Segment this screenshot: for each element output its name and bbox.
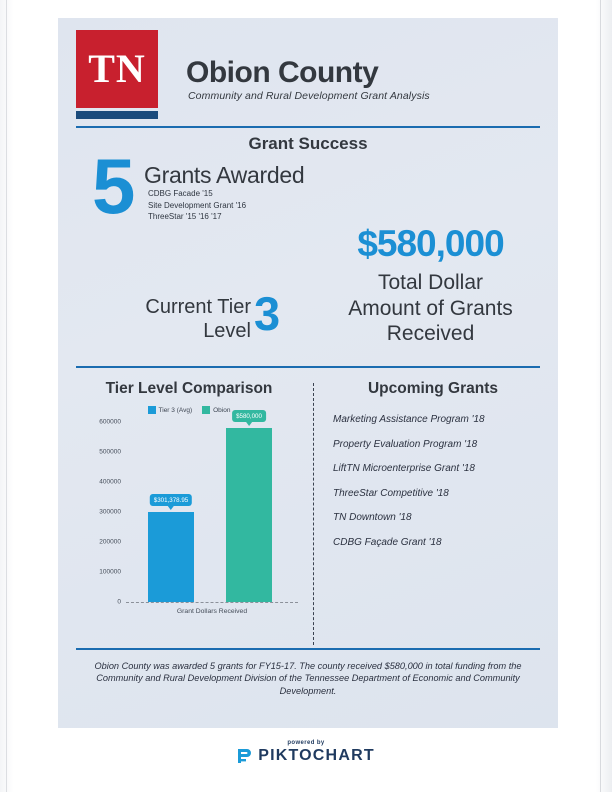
chart-x-axis-label: Grant Dollars Received [176, 608, 248, 615]
awarded-grant-item: Site Development Grant '16 [148, 200, 247, 210]
y-axis-tick: 400000 [99, 478, 121, 486]
total-dollar-amount: $580,000 [357, 223, 504, 264]
tier-label-line-1: Current Tier [145, 296, 251, 318]
bar-value-tooltip-tier3 [150, 494, 192, 506]
piktochart-wordmark: PIKTOCHART [258, 747, 375, 764]
bar-value-label: $301,378.95 [153, 496, 189, 504]
page-edge-right [600, 0, 601, 792]
tier-level-label [86, 296, 251, 343]
bar-tier3-average[interactable] [148, 512, 194, 602]
upcoming-grants-list [333, 414, 545, 561]
tennessee-logo [76, 30, 158, 108]
chart-title: Tier Level Comparison [105, 380, 273, 397]
list-item: Marketing Assistance Program '18 [333, 414, 485, 425]
grants-awarded-count: 5 [92, 142, 133, 230]
tier-label-line-2: Level [203, 319, 251, 342]
awarded-grant-item: CDBG Facade '15 [148, 189, 213, 198]
section-divider-vertical [313, 383, 314, 645]
page-title: Obion County [186, 56, 379, 89]
list-item: LiftTN Microenterprise Grant '18 [333, 463, 475, 474]
chart-baseline [126, 602, 298, 603]
divider-bottom [76, 648, 540, 650]
legend-swatch-icon [202, 406, 210, 414]
y-axis-tick: 0 [117, 598, 121, 606]
y-axis-tick: 300000 [99, 508, 121, 516]
legend-label: Obion [213, 406, 231, 414]
bar-chart [74, 412, 306, 634]
page-edge-left [6, 0, 7, 792]
list-item: CDBG Façade Grant '18 [333, 536, 442, 548]
page-subtitle: Community and Rural Development Grant Analysis [188, 90, 430, 102]
piktochart-branding [0, 740, 612, 765]
total-caption-line-2: Amount of Grants [348, 296, 513, 320]
total-caption-line-1: Total Dollar [377, 271, 484, 294]
footnote-text: Obion County was awarded 5 grants for FY15-17. The county received $580,000 in total funding from the Community and Rural Development Division of the Tennessee Department of Economic and Community Development. [94, 661, 522, 696]
chart-y-axis [74, 418, 124, 606]
legend-item-obion [202, 406, 230, 414]
bar-obion[interactable] [226, 428, 272, 602]
legend-label: Tier 3 (Avg) [158, 406, 193, 414]
awarded-grants-list [148, 188, 246, 223]
divider-top [76, 126, 540, 128]
infographic-panel [58, 18, 558, 728]
y-axis-tick: 200000 [99, 538, 121, 546]
logo-accent-bar [76, 111, 158, 119]
piktochart-logo-row [237, 747, 375, 765]
grants-awarded-label: Grants Awarded [144, 162, 305, 188]
divider-middle [76, 366, 540, 368]
powered-by-label: powered by [287, 740, 325, 746]
list-item: Property Evaluation Program '18 [333, 438, 478, 450]
legend-swatch-icon [148, 406, 156, 414]
chart-legend [74, 406, 304, 414]
chart-bars [126, 412, 298, 602]
total-dollar-caption [303, 270, 558, 347]
upcoming-grants-heading: Upcoming Grants [367, 380, 499, 397]
bar-value-label: $580,000 [236, 412, 262, 420]
y-axis-tick: 100000 [99, 568, 121, 576]
tier-level-value: 3 [254, 287, 279, 340]
tn-logo-text: TN [88, 46, 146, 91]
list-item: ThreeStar Competitive '18 [333, 487, 449, 499]
total-caption-line-3: Received [386, 322, 475, 346]
bar-value-tooltip-obion [232, 410, 266, 422]
piktochart-logo-icon [237, 748, 252, 764]
grant-success-heading: Grant Success [248, 134, 368, 153]
y-axis-tick: 500000 [99, 448, 121, 456]
awarded-grant-item: ThreeStar '15 '16 '17 [148, 212, 222, 222]
legend-item-tier3 [148, 406, 193, 414]
list-item: TN Downtown '18 [333, 512, 412, 523]
y-axis-tick: 600000 [99, 418, 121, 426]
